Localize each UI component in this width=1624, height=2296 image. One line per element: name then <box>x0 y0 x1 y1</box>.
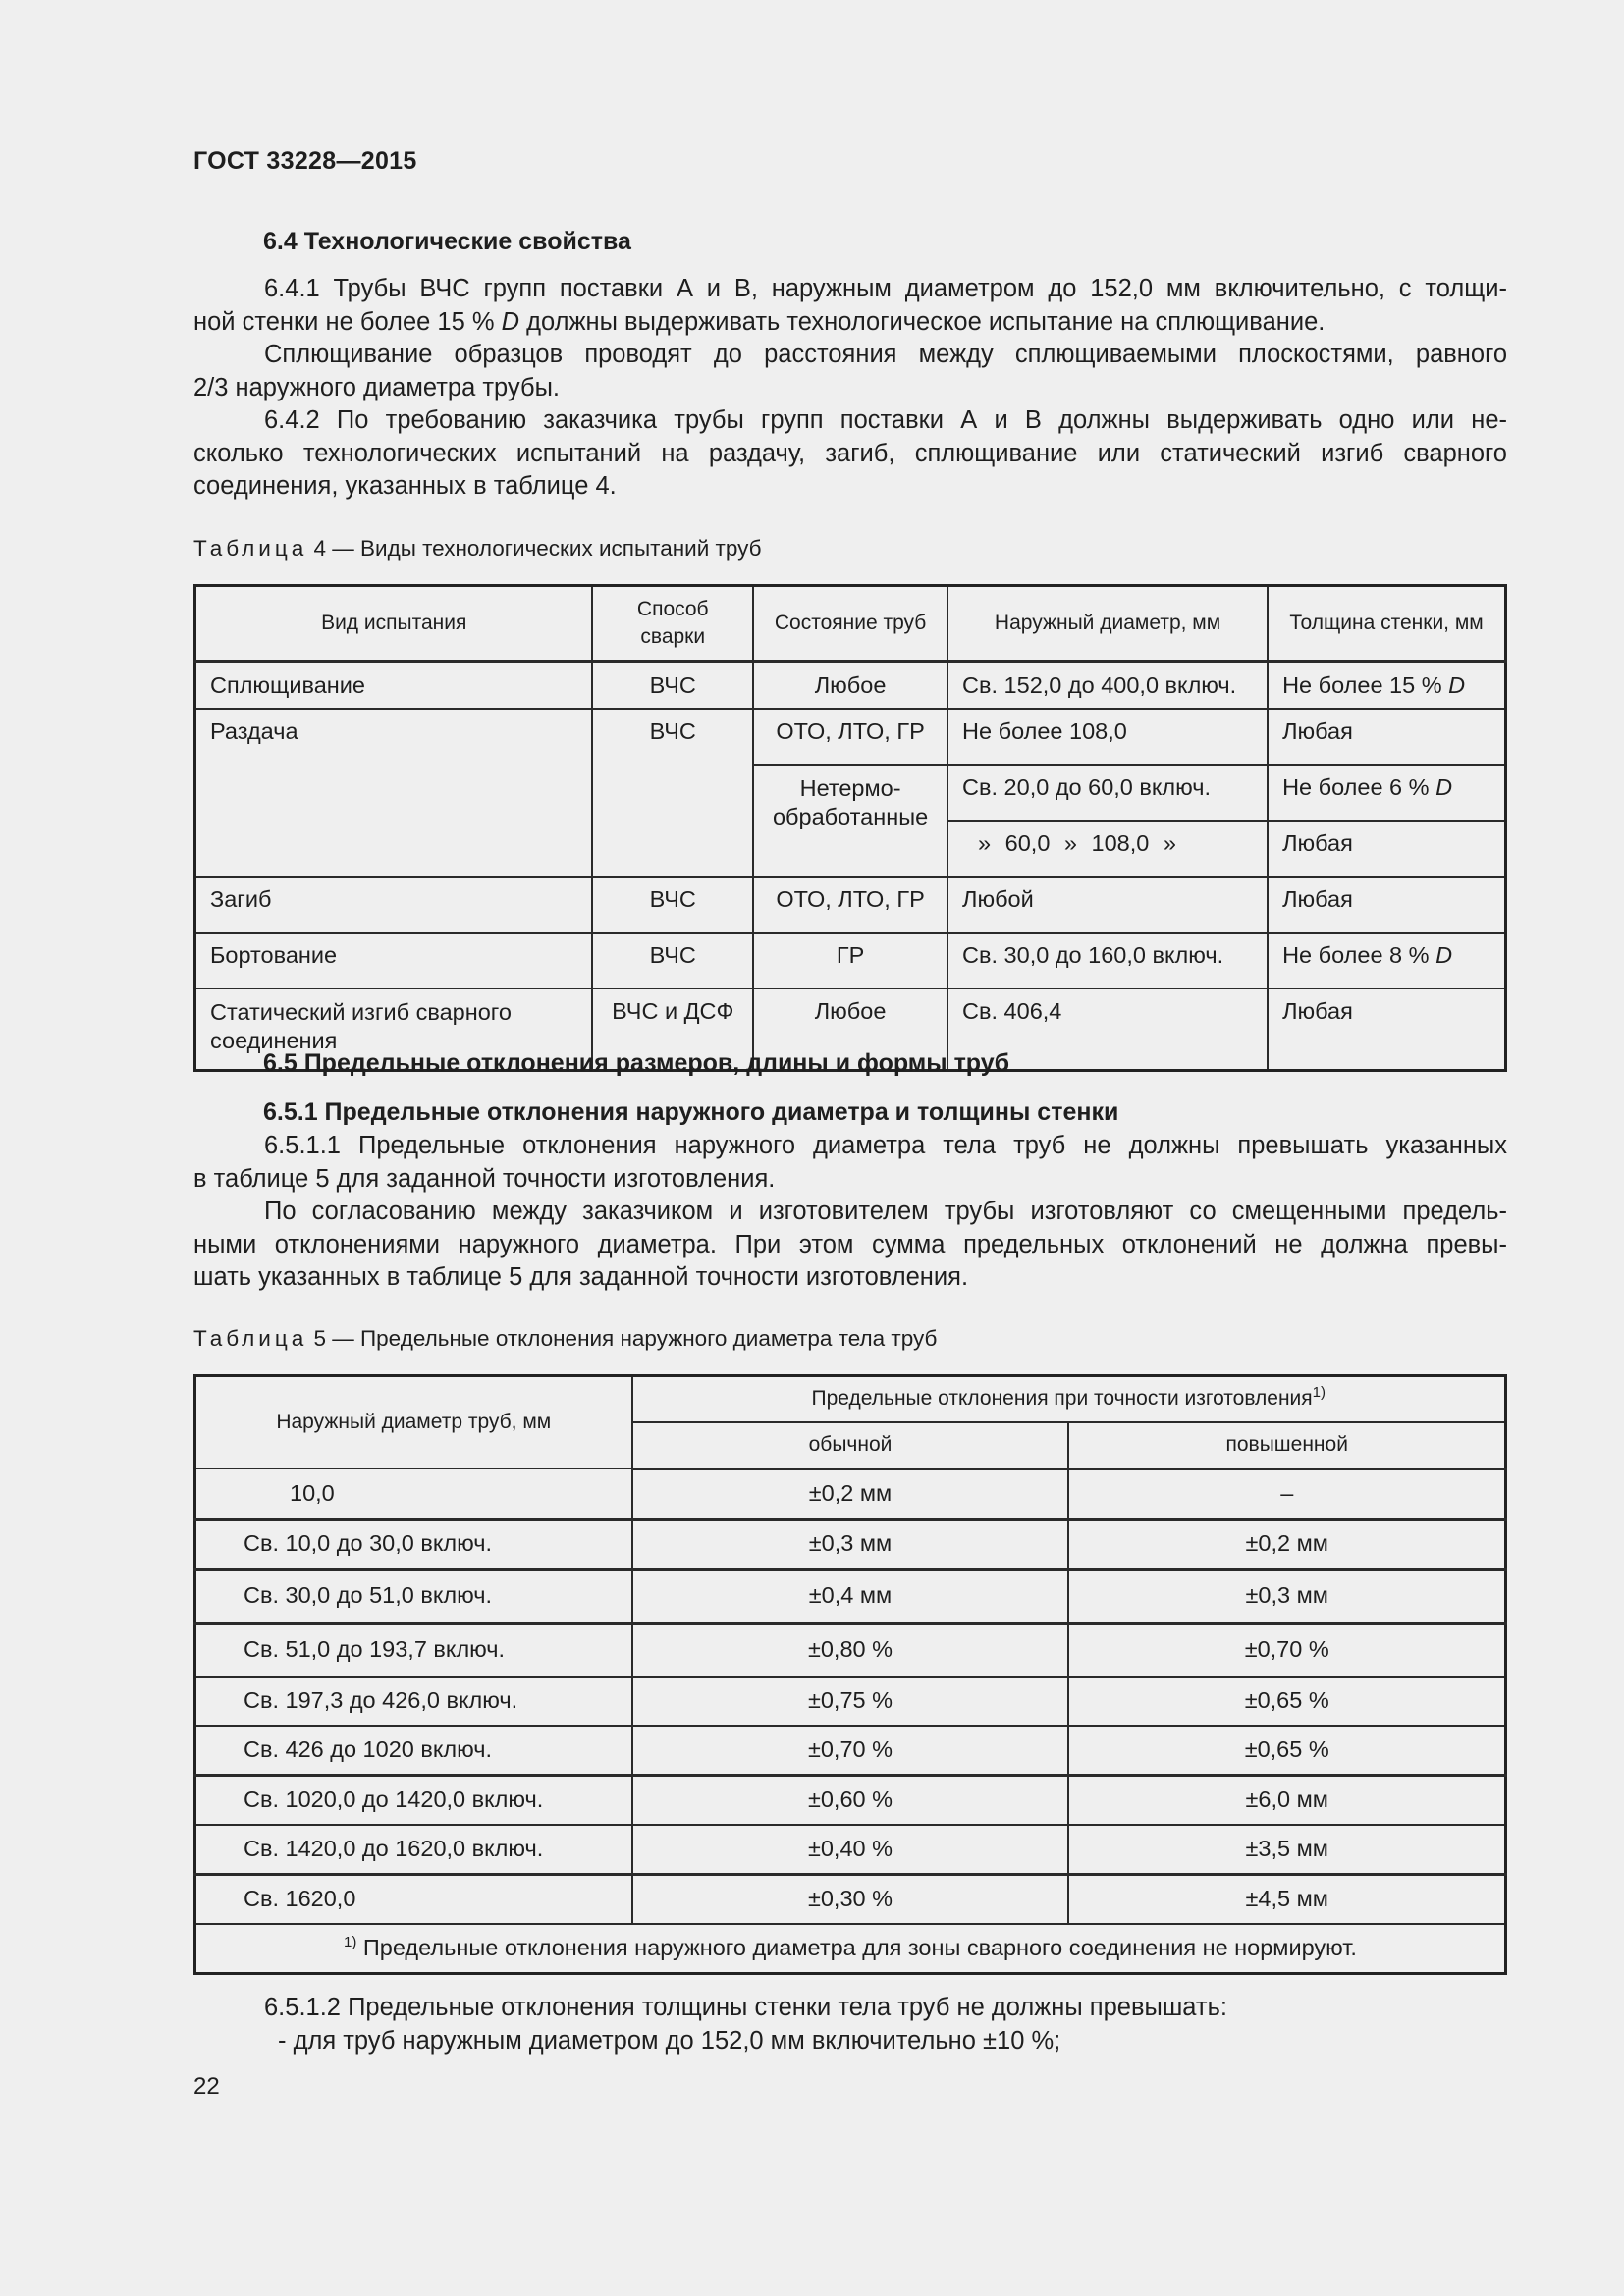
table-header-row <box>195 586 1506 662</box>
table-cell: ВЧС и ДСФ <box>592 988 753 1071</box>
table-row <box>195 709 1506 765</box>
text-line: соединения, указанных в таблице 4. <box>193 472 617 500</box>
table-cell: Св. 1420,0 до 1620,0 включ. <box>195 1825 632 1875</box>
header-cell: Наружный диаметр, мм <box>947 586 1268 662</box>
table-row <box>195 1677 1506 1726</box>
document-code: ГОСТ 33228—2015 <box>193 147 417 175</box>
table-cell: » 60,0 » 108,0 » <box>947 821 1268 877</box>
table-cell: Св. 426 до 1020 включ. <box>195 1726 632 1776</box>
table-cell: ±0,3 мм <box>632 1519 1069 1569</box>
table-cell: ВЧС <box>592 709 753 877</box>
paragraph-6-5-1-1 <box>193 1130 1507 1196</box>
table-cell: Загиб <box>195 877 593 933</box>
section-6-4-title: 6.4 Технологические свойства <box>263 228 631 255</box>
table-cell: ВЧС <box>592 933 753 988</box>
table-cell: Св. 197,3 до 426,0 включ. <box>195 1677 632 1726</box>
table-cell: Бортование <box>195 933 593 988</box>
table-cell: ±6,0 мм <box>1068 1775 1505 1825</box>
paragraph-6-5-1-2: 6.5.1.2 Предельные отклонения толщины стенки тела труб не должны превышать: <box>264 1994 1227 2021</box>
table-4 <box>193 584 1507 1072</box>
header-cell: Вид испытания <box>195 586 593 662</box>
table-cell: Св. 51,0 до 193,7 включ. <box>195 1623 632 1677</box>
table-cell: Любое <box>753 662 947 710</box>
table-footnote <box>195 1924 1506 1974</box>
footnote-text: Предельные отклонения наружного диаметра для зоны сварного соединения не нормируют. <box>356 1935 1357 1960</box>
header-cell: Способ сварки <box>592 586 753 662</box>
header-cell: Состояние труб <box>753 586 947 662</box>
table-4-caption <box>193 536 761 561</box>
header-cell: обычной <box>632 1422 1069 1468</box>
table-cell: Любая <box>1268 877 1505 933</box>
page-number: 22 <box>193 2073 220 2100</box>
text-line: 2/3 наружного диаметра трубы. <box>193 373 560 401</box>
text-line: 6.5.1.1 Предельные отклонения наружного диаметра тела труб не должны превышать указанных <box>264 1132 1507 1159</box>
table-cell: Любая <box>1268 821 1505 877</box>
table-cell: ±0,30 % <box>632 1874 1069 1924</box>
table-cell: Св. 20,0 до 60,0 включ. <box>947 765 1268 821</box>
paragraph-6-4-1 <box>193 273 1507 339</box>
table-cell: ±0,2 мм <box>1068 1519 1505 1569</box>
paragraph-flattening <box>193 339 1507 404</box>
table-cell: ±3,5 мм <box>1068 1825 1505 1875</box>
table-cell: ±0,4 мм <box>632 1569 1069 1623</box>
table-cell: Св. 10,0 до 30,0 включ. <box>195 1519 632 1569</box>
table-cell: ±0,40 % <box>632 1825 1069 1875</box>
caption-text: 4 — Виды технологических испытаний труб <box>307 536 762 561</box>
table-cell: Не более 8 % D <box>1268 933 1505 988</box>
footnote-mark: 1) <box>1312 1384 1326 1402</box>
table-footnote-row <box>195 1924 1506 1974</box>
table-row <box>195 662 1506 710</box>
table-row <box>195 1623 1506 1677</box>
table-row <box>195 1775 1506 1825</box>
table-cell: ВЧС <box>592 662 753 710</box>
table-cell: ±0,70 % <box>632 1726 1069 1776</box>
section-6-5-title: 6.5 Предельные отклонения размеров, длины и формы труб <box>263 1049 1010 1077</box>
table-row <box>195 1726 1506 1776</box>
table-cell: ±0,75 % <box>632 1677 1069 1726</box>
text-line: сколько технологических испытаний на раздачу, загиб, сплющивание или статический изгиб сварного <box>193 439 1507 467</box>
text-line: в таблице 5 для заданной точности изготовления. <box>193 1164 776 1193</box>
table-cell: ±0,65 % <box>1068 1726 1505 1776</box>
table-row <box>195 933 1506 988</box>
table-cell: Св. 1020,0 до 1420,0 включ. <box>195 1775 632 1825</box>
text-line: 6.4.1 Трубы ВЧС групп поставки А и В, наружным диаметром до 152,0 мм включительно, с толщи- <box>264 275 1507 302</box>
text-line: ными отклонениями наружного диаметра. При этом сумма предельных отклонений не должна превы- <box>193 1230 1507 1258</box>
table-row <box>195 1519 1506 1569</box>
section-6-5-1-title: 6.5.1 Предельные отклонения наружного диаметра и толщины стенки <box>263 1098 1119 1126</box>
header-text: Предельные отклонения при точности изготовления <box>811 1387 1313 1411</box>
cell-text: Не более 15 % D <box>1282 671 1466 698</box>
table-cell: Раздача <box>195 709 593 877</box>
header-cell: Толщина стенки, мм <box>1268 586 1505 662</box>
table-cell: ±0,65 % <box>1068 1677 1505 1726</box>
table-cell: Любая <box>1268 709 1505 765</box>
table-cell: Не более 6 % D <box>1268 765 1505 821</box>
text-line: По согласованию между заказчиком и изготовителем трубы изготовляют со смещенными предель- <box>264 1198 1507 1225</box>
text-line: Сплющивание образцов проводят до расстояния между сплющиваемыми плоскостями, равного <box>264 341 1507 368</box>
table-row <box>195 1874 1506 1924</box>
table-cell: ±4,5 мм <box>1068 1874 1505 1924</box>
caption-text: 5 — Предельные отклонения наружного диаметра тела труб <box>307 1326 938 1351</box>
table-cell: Св. 30,0 до 160,0 включ. <box>947 933 1268 988</box>
table-cell: Любое <box>753 988 947 1071</box>
table-cell: Св. 30,0 до 51,0 включ. <box>195 1569 632 1623</box>
table-cell: Любая <box>1268 988 1505 1071</box>
text-line: 6.4.2 По требованию заказчика трубы групп поставки А и В должны выдерживать одно или не- <box>264 406 1507 434</box>
paragraph-6-4-2 <box>193 404 1507 504</box>
table-row <box>195 1569 1506 1623</box>
table-5 <box>193 1374 1507 1975</box>
table-header-row <box>195 1376 1506 1422</box>
header-cell: Наружный диаметр труб, мм <box>195 1376 632 1469</box>
caption-prefix: Таблица <box>193 1326 308 1351</box>
table-cell: Не более 108,0 <box>947 709 1268 765</box>
table-row <box>195 877 1506 933</box>
table-cell: – <box>1068 1468 1505 1519</box>
paragraph-offset-deviations <box>193 1196 1507 1295</box>
table-cell: Любой <box>947 877 1268 933</box>
table-row <box>195 1468 1506 1519</box>
table-cell: 10,0 <box>195 1468 632 1519</box>
table-cell: Сплющивание <box>195 662 593 710</box>
table-cell: Нетермо-обработанные <box>753 765 947 877</box>
header-cell: повышенной <box>1068 1422 1505 1468</box>
table-cell: ±0,80 % <box>632 1623 1069 1677</box>
table-cell: ОТО, ЛТО, ГР <box>753 877 947 933</box>
paragraph-wall-thickness-item: - для труб наружным диаметром до 152,0 мм включительно ±10 %; <box>278 2027 1061 2055</box>
table-cell <box>1268 662 1505 710</box>
table-cell: ±0,2 мм <box>632 1468 1069 1519</box>
footnote-mark: 1) <box>344 1934 357 1951</box>
table-cell: ВЧС <box>592 877 753 933</box>
table-cell: ГР <box>753 933 947 988</box>
text-line: шать указанных в таблице 5 для заданной точности изготовления. <box>193 1263 969 1291</box>
table-cell: ±0,60 % <box>632 1775 1069 1825</box>
table-cell: Св. 1620,0 <box>195 1874 632 1924</box>
table-cell: Статический изгиб сварного соединения <box>195 988 593 1071</box>
table-cell: Св. 406,4 <box>947 988 1268 1071</box>
table-5-caption <box>193 1326 937 1352</box>
text-line: ной стенки не более 15 % D должны выдерживать технологическое испытание на сплющивание. <box>193 307 1326 336</box>
header-cell <box>632 1376 1506 1422</box>
table-cell: Св. 152,0 до 400,0 включ. <box>947 662 1268 710</box>
table-cell: ОТО, ЛТО, ГР <box>753 709 947 765</box>
table-cell: ±0,70 % <box>1068 1623 1505 1677</box>
table-row <box>195 1825 1506 1875</box>
table-cell: ±0,3 мм <box>1068 1569 1505 1623</box>
caption-prefix: Таблица <box>193 536 308 561</box>
